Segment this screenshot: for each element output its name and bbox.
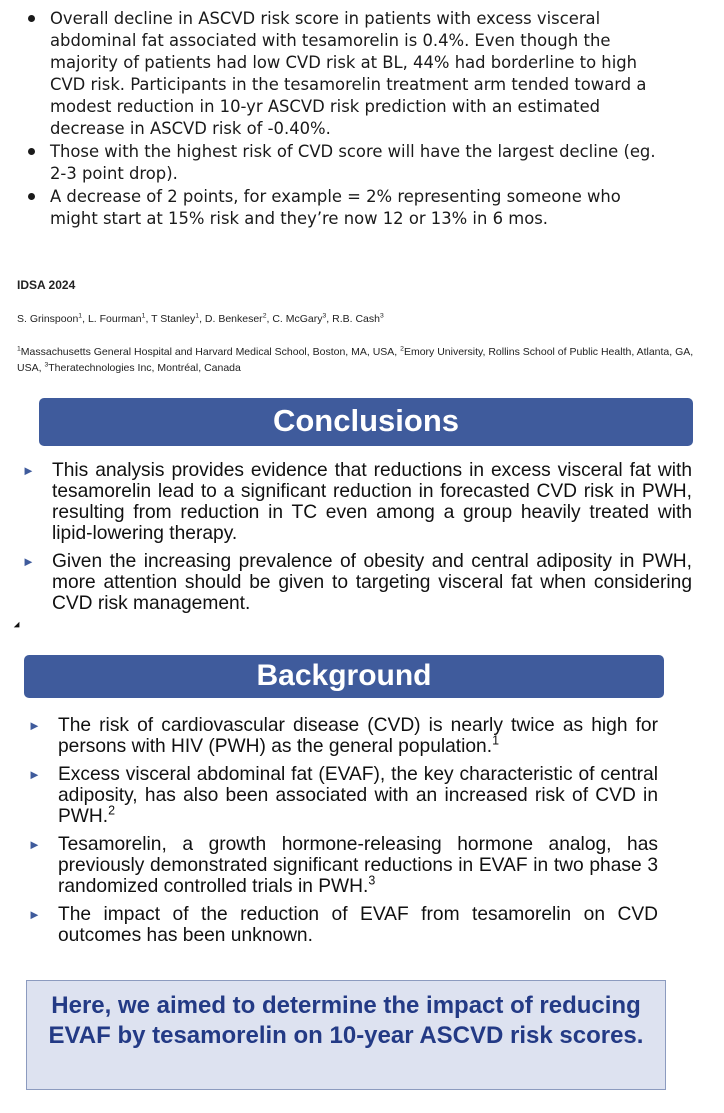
list-item-text: This analysis provides evidence that reductions in excess visceral fat with tesamorelin lead to a significant reduction in forecasted CVD risk in PWH, resulting from reduction in TC even among a group heavily treated with lipid-lowering therapy. (52, 460, 692, 544)
bullet-dot-icon (28, 193, 35, 200)
list-item (28, 834, 658, 897)
affiliation-text: Theratechnologies Inc, Montréal, Canada (48, 362, 241, 374)
list-item-text: Excess visceral abdominal fat (EVAF), the key characteristic of central adiposity, has also been associated with an increased risk of CVD in PWH. (58, 764, 658, 827)
author-name: R.B. Cash (332, 313, 380, 325)
author-name: D. Benkeser (204, 313, 263, 325)
author-name: L. Fourman (87, 313, 142, 325)
list-item (22, 460, 692, 544)
author-sup: 1 (141, 312, 146, 320)
conclusions-list (22, 460, 692, 621)
reference-sup: 2 (108, 803, 116, 818)
author-sup: 1 (195, 312, 200, 320)
aim-statement: Here, we aimed to determine the impact of reducing EVAF by tesamorelin on 10-year ASCVD risk scores. (26, 980, 666, 1090)
list-item (28, 764, 658, 827)
author-name: C. McGary (272, 313, 323, 325)
notes-item (28, 141, 658, 185)
notes-item-text: Those with the highest risk of CVD score will have the largest decline (eg. 2-3 point drop). (50, 142, 656, 183)
author-list: S. Grinspoon$^1$, L. Fourman$^1$, T Stanley$^1$, D. Benkeser$^2$, C. McGary$^3$, R.B. Cash$^3$ (17, 312, 384, 325)
author-sup: 3 (380, 312, 384, 320)
bullet-dot-icon (28, 148, 35, 155)
affiliation-sup: 2 (400, 345, 404, 353)
triangle-right-icon: ► (22, 554, 35, 569)
notes-list (28, 8, 658, 231)
background-list (28, 715, 658, 953)
triangle-right-icon: ► (28, 907, 41, 922)
triangle-right-icon: ► (28, 767, 41, 782)
reference-sup: 3 (368, 873, 376, 888)
triangle-right-icon: ► (22, 463, 35, 478)
background-heading: Background (24, 655, 664, 698)
notes-item (28, 8, 658, 140)
list-item-text: The impact of the reduction of EVAF from tesamorelin on CVD outcomes has been unknown. (58, 904, 658, 946)
cursor-caret-icon (14, 622, 22, 630)
affiliations (17, 344, 717, 376)
affiliation-text: Emory University, Rollins School of Public Health, Atlanta, GA, USA, (17, 346, 694, 374)
bullet-dot-icon (28, 15, 35, 22)
list-item (22, 551, 692, 614)
reference-sup: 1 (492, 733, 499, 748)
list-item-text: The risk of cardiovascular disease (CVD) is nearly twice as high for persons with HIV (PWH) as the general population. (58, 715, 658, 757)
triangle-right-icon: ► (28, 718, 41, 733)
list-item (28, 904, 658, 946)
list-item-text: Given the increasing prevalence of obesity and central adiposity in PWH, more attention should be given to targeting visceral fat when considering CVD risk management. (52, 551, 692, 614)
notes-item-text: A decrease of 2 points, for example = 2% representing someone who might start at 15% risk and they’re now 12 or 13% in 6 mos. (50, 187, 621, 228)
affiliation-text: Massachusetts General Hospital and Harvard Medical School, Boston, MA, USA, (20, 346, 401, 358)
notes-item (28, 186, 658, 230)
triangle-right-icon: ► (28, 837, 41, 852)
affiliation-sup: 3 (44, 361, 49, 369)
list-item-text: Tesamorelin, a growth hormone-releasing hormone analog, has previously demonstrated significant reductions in EVAF in two phase 3 randomized controlled trials in PWH. (58, 834, 658, 897)
source-title: IDSA 2024 (17, 278, 76, 292)
conclusions-heading: Conclusions (39, 398, 693, 446)
author-sup: 1 (78, 312, 83, 320)
list-item (28, 715, 658, 757)
author-name: S. Grinspoon (17, 313, 79, 325)
author-name: T Stanley (151, 313, 196, 325)
author-sup: 2 (262, 312, 267, 320)
notes-item-text: Overall decline in ASCVD risk score in patients with excess visceral abdominal fat associated with tesamorelin is 0.4%. Even though the majority of patients had low CVD risk at BL, 44% had borderline to high CVD risk. Participants in the tesamorelin treatment arm tended toward a modest reduction in 10-yr ASCVD risk prediction with an estimated decrease in ASCVD risk of -0.40%. (50, 9, 647, 138)
author-sup: 3 (322, 312, 327, 320)
affiliation-sup: 1 (17, 345, 21, 353)
